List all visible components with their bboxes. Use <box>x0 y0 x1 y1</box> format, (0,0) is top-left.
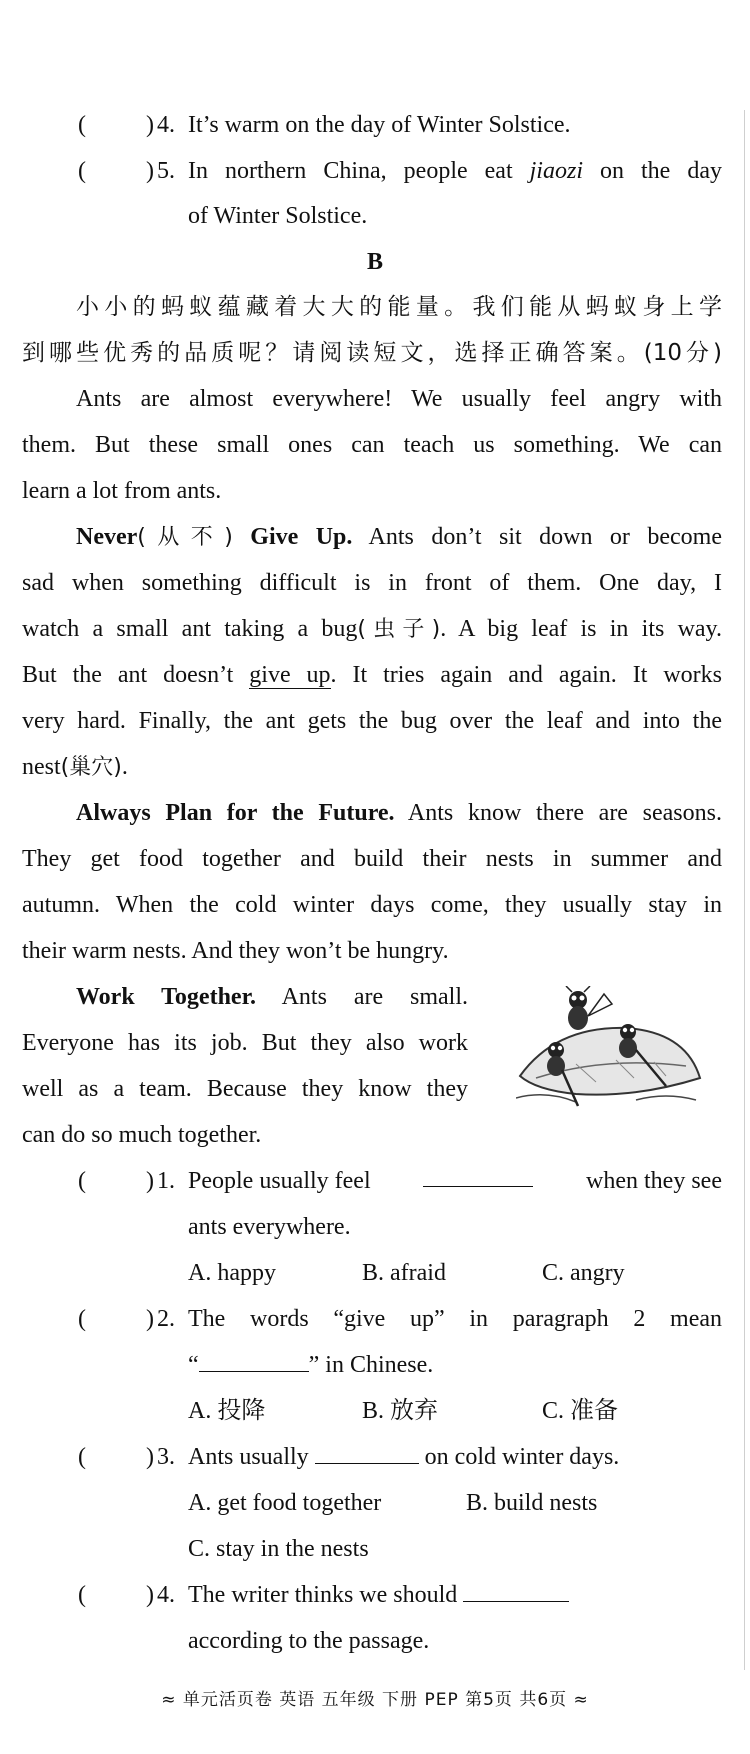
text-segment: The writer thinks we should <box>188 1582 458 1608</box>
question-text-line2 <box>188 1348 433 1382</box>
passage-line: their warm nests. And they won’t be hungry. <box>22 938 449 964</box>
text-segment: . It tries again and again. It works <box>330 662 722 688</box>
question-text-line2: according to the passage. <box>188 1628 430 1654</box>
answer-blank[interactable] <box>199 1349 309 1372</box>
option-text: C. 准备 <box>542 1398 619 1424</box>
option-text: A. 投降 <box>188 1398 266 1424</box>
text-segment: . A big leaf is in its way. <box>440 616 722 642</box>
paragraph-title: Never <box>76 524 138 550</box>
passage-line: well as a team. Because they know they <box>22 1076 468 1102</box>
answer-blank[interactable] <box>423 1164 533 1187</box>
answer-paren-open[interactable]: ( <box>78 1444 86 1470</box>
text-segment: Ants don’t sit down or become <box>352 524 722 550</box>
paragraph-title: Always Plan for the Future. <box>76 800 395 826</box>
page-footer: ≈ 单元活页卷 英语 五年级 下册 PEP 第5页 共6页 ≈ <box>161 1690 589 1710</box>
option-c: C. stay in the nests <box>188 1536 369 1562</box>
question-text: It’s warm on the day of Winter Solstice. <box>188 112 571 138</box>
passage-line <box>22 658 722 692</box>
passage-line: Ants are almost everywhere! We usually feel angry with <box>76 386 722 412</box>
question-text: The words “give up” in paragraph 2 mean <box>188 1306 722 1332</box>
answer-paren-open[interactable]: ( <box>78 1306 86 1332</box>
answer-paren-close: ) <box>146 1306 154 1332</box>
question-number: 5. <box>157 158 175 184</box>
option-text: B. 放弃 <box>362 1398 439 1424</box>
question-text <box>188 154 722 188</box>
ants-on-leaf-illustration <box>516 986 702 1112</box>
passage-line <box>22 612 722 647</box>
text-segment: “ <box>188 1352 199 1378</box>
answer-blank[interactable] <box>463 1579 569 1602</box>
option-b <box>362 1394 438 1428</box>
passage-line: autumn. When the cold winter days come, they usually stay in <box>22 892 722 918</box>
text-segment: when they see <box>586 1168 722 1194</box>
answer-paren-close: ) <box>146 1582 154 1608</box>
passage-line: They get food together and build their nests in summer and <box>22 846 722 872</box>
answer-paren-close: ) <box>146 112 154 138</box>
question-number: 2. <box>157 1306 175 1332</box>
text-segment: ” in Chinese. <box>308 1352 434 1378</box>
question-text-line2: ants everywhere. <box>188 1214 351 1240</box>
option-a <box>188 1394 265 1428</box>
passage-line: Everyone has its job. But they also work <box>22 1030 468 1056</box>
passage-line <box>76 980 468 1014</box>
text-segment: watch a small ant taking a bug <box>22 616 358 642</box>
paragraph-title: Work Together. <box>76 984 257 1010</box>
chinese-gloss: (虫子) <box>357 617 441 642</box>
question-number: 4. <box>157 112 175 138</box>
answer-paren-open: ( <box>78 158 86 184</box>
passage-line <box>76 796 722 830</box>
paragraph-title: Give Up. <box>250 524 353 550</box>
chinese-gloss: (巢穴) <box>60 755 122 780</box>
option-c <box>542 1394 618 1428</box>
answer-paren-open[interactable]: ( <box>78 1168 86 1194</box>
text-segment: People usually feel <box>188 1168 371 1194</box>
text-segment: Ants know there are seasons. <box>394 800 722 826</box>
underlined-phrase: give up <box>249 662 331 688</box>
passage-line: very hard. Finally, the ant gets the bug over the leaf and into the <box>22 708 722 734</box>
question-number: 4. <box>157 1582 175 1608</box>
text-segment: In northern China, people eat <box>188 158 530 184</box>
option-a: A. get food together <box>188 1490 382 1516</box>
question-text <box>188 1164 722 1198</box>
question-text-line2: of Winter Solstice. <box>188 203 368 229</box>
question-text <box>188 1440 619 1474</box>
question-text <box>188 1578 569 1612</box>
instruction-line: 小小的蚂蚁蕴藏着大大的能量。我们能从蚂蚁身上学 <box>76 294 722 320</box>
question-number: 1. <box>157 1168 175 1194</box>
option-b: B. build nests <box>466 1490 598 1516</box>
section-heading: B <box>366 249 383 275</box>
answer-paren-open[interactable]: ( <box>78 1582 86 1608</box>
passage-line: sad when something difficult is in front of them. One day, I <box>22 570 722 596</box>
answer-paren-close: ) <box>146 158 154 184</box>
text-segment: on the day <box>582 158 722 184</box>
text-segment: But the ant doesn’t <box>22 662 250 688</box>
answer-blank[interactable] <box>315 1441 419 1464</box>
answer-paren-open: ( <box>78 112 86 138</box>
answer-paren-close: ) <box>146 1444 154 1470</box>
option-a: A. happy <box>188 1260 276 1286</box>
answer-paren-close: ) <box>146 1168 154 1194</box>
text-segment: on cold winter days. <box>424 1444 620 1470</box>
passage-line: them. But these small ones can teach us something. We can <box>22 432 722 458</box>
text-segment: nest <box>22 754 61 780</box>
passage-line: learn a lot from ants. <box>22 478 222 504</box>
text-segment: . <box>121 754 128 780</box>
question-number: 3. <box>157 1444 175 1470</box>
text-segment: Ants usually <box>188 1444 309 1470</box>
text-segment: Ants are small. <box>256 984 468 1010</box>
option-b: B. afraid <box>362 1260 446 1286</box>
margin-rule <box>744 110 745 1670</box>
italic-word: jiaozi <box>529 158 583 184</box>
passage-line <box>22 750 128 785</box>
passage-line: can do so much together. <box>22 1122 262 1148</box>
chinese-gloss: (从不) <box>137 525 233 550</box>
option-c: C. angry <box>542 1260 625 1286</box>
passage-line <box>76 520 722 555</box>
instruction-line: 到哪些优秀的品质呢？请阅读短文，选择正确答案。(10分) <box>22 340 722 366</box>
